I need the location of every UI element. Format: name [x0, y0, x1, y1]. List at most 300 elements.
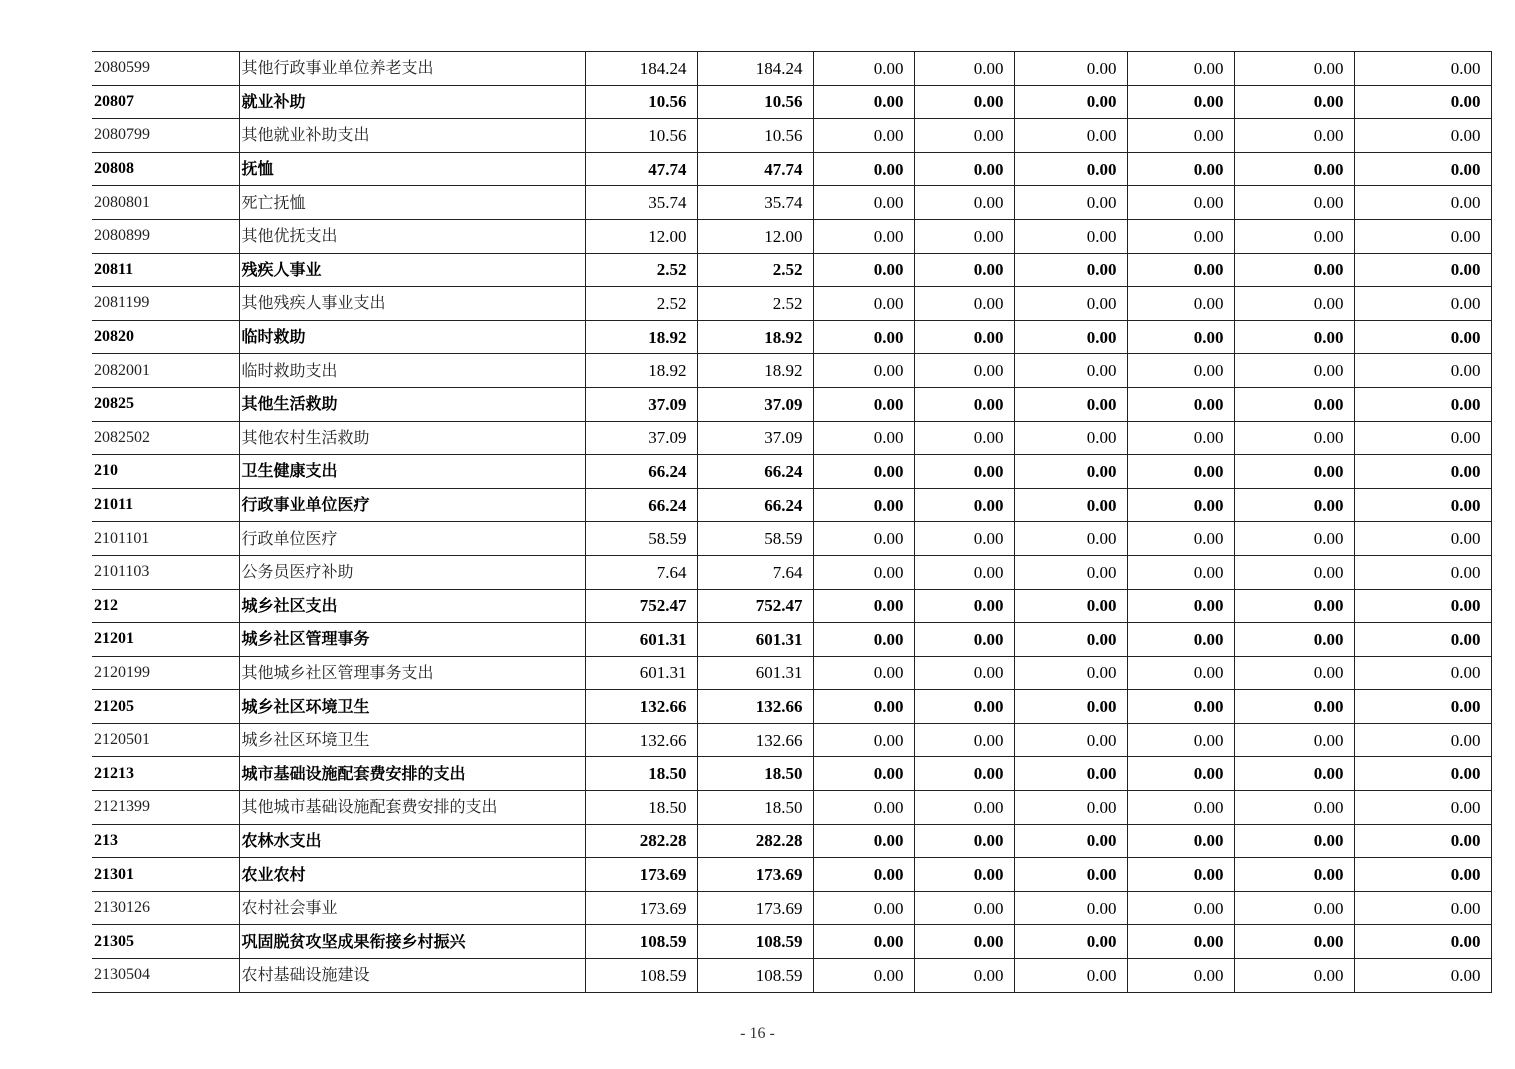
subject-name-cell: 公务员医疗补助: [239, 555, 585, 589]
amount-cell: 0.00: [914, 421, 1014, 455]
amount-cell: 752.47: [585, 589, 697, 623]
amount-cell: 0.00: [1354, 85, 1491, 119]
amount-cell: 0.00: [1354, 186, 1491, 220]
table-row: [92, 488, 1491, 522]
amount-cell: 0.00: [1127, 791, 1234, 825]
subject-code-cell: 2082502: [92, 421, 239, 455]
amount-cell: 66.24: [697, 455, 813, 489]
table-row: [92, 589, 1491, 623]
subject-code-cell: 2080599: [92, 52, 239, 86]
subject-name-cell: 其他就业补助支出: [239, 119, 585, 153]
amount-cell: 0.00: [1127, 421, 1234, 455]
amount-cell: 0.00: [1014, 757, 1127, 791]
subject-name-cell: 其他行政事业单位养老支出: [239, 52, 585, 86]
amount-cell: 0.00: [1354, 421, 1491, 455]
amount-cell: 184.24: [585, 52, 697, 86]
amount-cell: 0.00: [1354, 589, 1491, 623]
amount-cell: 108.59: [697, 925, 813, 959]
amount-cell: 0.00: [1127, 757, 1234, 791]
amount-cell: 0.00: [1127, 555, 1234, 589]
amount-cell: 0.00: [1354, 623, 1491, 657]
amount-cell: 0.00: [1234, 589, 1354, 623]
table-row: [92, 757, 1491, 791]
amount-cell: 0.00: [1014, 152, 1127, 186]
amount-cell: 0.00: [1234, 858, 1354, 892]
amount-cell: 35.74: [697, 186, 813, 220]
amount-cell: 18.50: [585, 757, 697, 791]
amount-cell: 0.00: [1127, 52, 1234, 86]
table-row: [92, 52, 1491, 86]
subject-code-cell: 20825: [92, 387, 239, 421]
page-number: - 16 -: [740, 1025, 775, 1042]
amount-cell: 0.00: [1014, 119, 1127, 153]
amount-cell: 0.00: [1234, 186, 1354, 220]
amount-cell: 0.00: [1014, 488, 1127, 522]
amount-cell: 0.00: [1354, 757, 1491, 791]
amount-cell: 0.00: [914, 589, 1014, 623]
amount-cell: 0.00: [1234, 891, 1354, 925]
amount-cell: 173.69: [697, 891, 813, 925]
amount-cell: 0.00: [813, 791, 914, 825]
amount-cell: 47.74: [585, 152, 697, 186]
subject-code-cell: 20807: [92, 85, 239, 119]
amount-cell: 2.52: [585, 253, 697, 287]
amount-cell: 0.00: [813, 757, 914, 791]
amount-cell: 37.09: [697, 421, 813, 455]
subject-name-cell: 其他优抚支出: [239, 219, 585, 253]
amount-cell: 0.00: [1354, 287, 1491, 321]
subject-code-cell: 21205: [92, 690, 239, 724]
amount-cell: 173.69: [697, 858, 813, 892]
amount-cell: 0.00: [1234, 387, 1354, 421]
amount-cell: 0.00: [1354, 555, 1491, 589]
amount-cell: 0.00: [1127, 287, 1234, 321]
amount-cell: 0.00: [914, 119, 1014, 153]
amount-cell: 0.00: [1354, 387, 1491, 421]
table-row: [92, 354, 1491, 388]
amount-cell: 0.00: [813, 287, 914, 321]
amount-cell: 0.00: [1354, 824, 1491, 858]
budget-expenditure-table: [92, 51, 1492, 993]
amount-cell: 0.00: [813, 186, 914, 220]
amount-cell: 37.09: [697, 387, 813, 421]
amount-cell: 58.59: [697, 522, 813, 556]
amount-cell: 0.00: [914, 690, 1014, 724]
amount-cell: 0.00: [813, 723, 914, 757]
amount-cell: 0.00: [1234, 152, 1354, 186]
amount-cell: 0.00: [1014, 354, 1127, 388]
subject-name-cell: 就业补助: [239, 85, 585, 119]
amount-cell: 10.56: [585, 119, 697, 153]
table-row: [92, 186, 1491, 220]
amount-cell: 0.00: [1234, 959, 1354, 993]
amount-cell: 0.00: [1354, 455, 1491, 489]
amount-cell: 0.00: [1354, 488, 1491, 522]
amount-cell: 0.00: [1354, 52, 1491, 86]
amount-cell: 0.00: [914, 858, 1014, 892]
amount-cell: 18.50: [697, 757, 813, 791]
amount-cell: 0.00: [1014, 925, 1127, 959]
table-row: [92, 858, 1491, 892]
subject-code-cell: 20820: [92, 320, 239, 354]
subject-code-cell: 213: [92, 824, 239, 858]
table-row: [92, 152, 1491, 186]
amount-cell: 0.00: [813, 320, 914, 354]
amount-cell: 0.00: [1354, 891, 1491, 925]
subject-code-cell: 21011: [92, 488, 239, 522]
amount-cell: 0.00: [1014, 253, 1127, 287]
amount-cell: 12.00: [697, 219, 813, 253]
amount-cell: 0.00: [1354, 656, 1491, 690]
amount-cell: 0.00: [1234, 656, 1354, 690]
amount-cell: 0.00: [1234, 488, 1354, 522]
amount-cell: 0.00: [1127, 85, 1234, 119]
amount-cell: 66.24: [697, 488, 813, 522]
subject-code-cell: 21301: [92, 858, 239, 892]
amount-cell: 282.28: [697, 824, 813, 858]
amount-cell: 7.64: [697, 555, 813, 589]
amount-cell: 0.00: [813, 925, 914, 959]
table-row: [92, 690, 1491, 724]
amount-cell: 0.00: [813, 656, 914, 690]
amount-cell: 0.00: [914, 522, 1014, 556]
amount-cell: 66.24: [585, 488, 697, 522]
subject-name-cell: 行政事业单位医疗: [239, 488, 585, 522]
amount-cell: 0.00: [813, 589, 914, 623]
amount-cell: 0.00: [1127, 455, 1234, 489]
subject-code-cell: 212: [92, 589, 239, 623]
amount-cell: 0.00: [1234, 925, 1354, 959]
amount-cell: 0.00: [1354, 723, 1491, 757]
amount-cell: 0.00: [914, 623, 1014, 657]
amount-cell: 0.00: [1234, 287, 1354, 321]
amount-cell: 0.00: [1127, 522, 1234, 556]
amount-cell: 0.00: [1014, 589, 1127, 623]
amount-cell: 0.00: [1234, 253, 1354, 287]
subject-name-cell: 临时救助: [239, 320, 585, 354]
amount-cell: 66.24: [585, 455, 697, 489]
amount-cell: 2.52: [585, 287, 697, 321]
amount-cell: 0.00: [1014, 959, 1127, 993]
amount-cell: 0.00: [1014, 219, 1127, 253]
amount-cell: 7.64: [585, 555, 697, 589]
amount-cell: 0.00: [914, 656, 1014, 690]
amount-cell: 282.28: [585, 824, 697, 858]
amount-cell: 0.00: [1354, 925, 1491, 959]
amount-cell: 132.66: [585, 723, 697, 757]
amount-cell: 0.00: [1014, 52, 1127, 86]
amount-cell: 18.92: [697, 320, 813, 354]
amount-cell: 0.00: [1014, 858, 1127, 892]
subject-name-cell: 其他残疾人事业支出: [239, 287, 585, 321]
subject-code-cell: 2130504: [92, 959, 239, 993]
amount-cell: 0.00: [914, 925, 1014, 959]
subject-name-cell: 城乡社区管理事务: [239, 623, 585, 657]
subject-code-cell: 21201: [92, 623, 239, 657]
amount-cell: 0.00: [1014, 824, 1127, 858]
amount-cell: 0.00: [1127, 253, 1234, 287]
amount-cell: 0.00: [914, 186, 1014, 220]
amount-cell: 0.00: [813, 488, 914, 522]
amount-cell: 18.92: [585, 320, 697, 354]
amount-cell: 35.74: [585, 186, 697, 220]
table-row: [92, 723, 1491, 757]
table-row: [92, 219, 1491, 253]
subject-name-cell: 巩固脱贫攻坚成果衔接乡村振兴: [239, 925, 585, 959]
amount-cell: 0.00: [1354, 152, 1491, 186]
subject-name-cell: 行政单位医疗: [239, 522, 585, 556]
amount-cell: 0.00: [1127, 925, 1234, 959]
amount-cell: 0.00: [914, 488, 1014, 522]
table-row: [92, 959, 1491, 993]
subject-code-cell: 2080799: [92, 119, 239, 153]
subject-code-cell: 2101103: [92, 555, 239, 589]
subject-name-cell: 城乡社区环境卫生: [239, 723, 585, 757]
amount-cell: 0.00: [914, 555, 1014, 589]
table-row: [92, 387, 1491, 421]
amount-cell: 601.31: [697, 656, 813, 690]
amount-cell: 0.00: [1014, 555, 1127, 589]
amount-cell: 0.00: [1014, 85, 1127, 119]
amount-cell: 2.52: [697, 253, 813, 287]
amount-cell: 0.00: [1127, 354, 1234, 388]
amount-cell: 0.00: [1234, 52, 1354, 86]
subject-name-cell: 农村社会事业: [239, 891, 585, 925]
amount-cell: 18.50: [697, 791, 813, 825]
subject-name-cell: 城乡社区支出: [239, 589, 585, 623]
amount-cell: 173.69: [585, 891, 697, 925]
subject-code-cell: 2080801: [92, 186, 239, 220]
subject-name-cell: 残疾人事业: [239, 253, 585, 287]
amount-cell: 0.00: [813, 522, 914, 556]
subject-code-cell: 2130126: [92, 891, 239, 925]
amount-cell: 0.00: [914, 152, 1014, 186]
amount-cell: 0.00: [914, 253, 1014, 287]
amount-cell: 601.31: [585, 623, 697, 657]
amount-cell: 0.00: [1354, 858, 1491, 892]
amount-cell: 0.00: [1234, 555, 1354, 589]
amount-cell: 0.00: [1014, 723, 1127, 757]
amount-cell: 0.00: [813, 52, 914, 86]
amount-cell: 0.00: [1127, 858, 1234, 892]
subject-name-cell: 城乡社区环境卫生: [239, 690, 585, 724]
amount-cell: 0.00: [1127, 119, 1234, 153]
amount-cell: 0.00: [813, 119, 914, 153]
amount-cell: 0.00: [1234, 320, 1354, 354]
amount-cell: 0.00: [1354, 959, 1491, 993]
amount-cell: 0.00: [813, 85, 914, 119]
amount-cell: 0.00: [1234, 354, 1354, 388]
amount-cell: 0.00: [1234, 723, 1354, 757]
subject-name-cell: 其他城市基础设施配套费安排的支出: [239, 791, 585, 825]
amount-cell: 0.00: [1234, 757, 1354, 791]
amount-cell: 0.00: [813, 253, 914, 287]
amount-cell: 0.00: [914, 723, 1014, 757]
amount-cell: 0.00: [914, 287, 1014, 321]
subject-code-cell: 20808: [92, 152, 239, 186]
amount-cell: 132.66: [585, 690, 697, 724]
amount-cell: 0.00: [1127, 959, 1234, 993]
amount-cell: 0.00: [813, 623, 914, 657]
amount-cell: 2.52: [697, 287, 813, 321]
amount-cell: 0.00: [914, 354, 1014, 388]
amount-cell: 58.59: [585, 522, 697, 556]
amount-cell: 108.59: [585, 959, 697, 993]
amount-cell: 47.74: [697, 152, 813, 186]
amount-cell: 0.00: [813, 555, 914, 589]
amount-cell: 132.66: [697, 723, 813, 757]
amount-cell: 0.00: [914, 85, 1014, 119]
amount-cell: 0.00: [1127, 320, 1234, 354]
subject-name-cell: 抚恤: [239, 152, 585, 186]
amount-cell: 0.00: [813, 858, 914, 892]
amount-cell: 0.00: [914, 455, 1014, 489]
amount-cell: 0.00: [813, 891, 914, 925]
subject-code-cell: 2120199: [92, 656, 239, 690]
amount-cell: 37.09: [585, 421, 697, 455]
subject-name-cell: 农村基础设施建设: [239, 959, 585, 993]
amount-cell: 0.00: [813, 219, 914, 253]
subject-code-cell: 2080899: [92, 219, 239, 253]
subject-name-cell: 城市基础设施配套费安排的支出: [239, 757, 585, 791]
amount-cell: 12.00: [585, 219, 697, 253]
table-row: [92, 421, 1491, 455]
amount-cell: 0.00: [1234, 791, 1354, 825]
table-row: [92, 253, 1491, 287]
amount-cell: 0.00: [1234, 85, 1354, 119]
amount-cell: 0.00: [1014, 522, 1127, 556]
amount-cell: 0.00: [1014, 791, 1127, 825]
amount-cell: 0.00: [1354, 791, 1491, 825]
subject-code-cell: 2121399: [92, 791, 239, 825]
amount-cell: 0.00: [813, 354, 914, 388]
subject-name-cell: 农林水支出: [239, 824, 585, 858]
amount-cell: 0.00: [1127, 891, 1234, 925]
amount-cell: 0.00: [1127, 186, 1234, 220]
amount-cell: 0.00: [1127, 623, 1234, 657]
amount-cell: 0.00: [1354, 690, 1491, 724]
amount-cell: 0.00: [914, 891, 1014, 925]
amount-cell: 0.00: [1127, 723, 1234, 757]
amount-cell: 18.50: [585, 791, 697, 825]
amount-cell: 10.56: [697, 119, 813, 153]
amount-cell: 0.00: [1127, 387, 1234, 421]
subject-code-cell: 21213: [92, 757, 239, 791]
subject-name-cell: 临时救助支出: [239, 354, 585, 388]
amount-cell: 0.00: [914, 387, 1014, 421]
subject-name-cell: 其他农村生活救助: [239, 421, 585, 455]
amount-cell: 0.00: [1234, 623, 1354, 657]
table-row: [92, 119, 1491, 153]
amount-cell: 184.24: [697, 52, 813, 86]
table-row: [92, 925, 1491, 959]
amount-cell: 18.92: [697, 354, 813, 388]
amount-cell: 0.00: [1014, 690, 1127, 724]
amount-cell: 0.00: [1127, 589, 1234, 623]
amount-cell: 0.00: [1234, 824, 1354, 858]
subject-name-cell: 其他城乡社区管理事务支出: [239, 656, 585, 690]
subject-code-cell: 2120501: [92, 723, 239, 757]
amount-cell: 18.92: [585, 354, 697, 388]
amount-cell: 0.00: [1127, 488, 1234, 522]
amount-cell: 37.09: [585, 387, 697, 421]
amount-cell: 0.00: [1014, 455, 1127, 489]
amount-cell: 10.56: [697, 85, 813, 119]
amount-cell: 0.00: [914, 757, 1014, 791]
amount-cell: 0.00: [1234, 690, 1354, 724]
table-row: [92, 522, 1491, 556]
amount-cell: 0.00: [914, 791, 1014, 825]
table-row: [92, 656, 1491, 690]
amount-cell: 0.00: [813, 387, 914, 421]
amount-cell: 0.00: [1014, 320, 1127, 354]
table-row: [92, 824, 1491, 858]
amount-cell: 108.59: [697, 959, 813, 993]
amount-cell: 108.59: [585, 925, 697, 959]
amount-cell: 0.00: [1234, 421, 1354, 455]
subject-code-cell: 2101101: [92, 522, 239, 556]
amount-cell: 0.00: [914, 219, 1014, 253]
amount-cell: 0.00: [1354, 119, 1491, 153]
amount-cell: 0.00: [1234, 455, 1354, 489]
amount-cell: 0.00: [1354, 522, 1491, 556]
amount-cell: 0.00: [1234, 119, 1354, 153]
table-body: [92, 52, 1491, 993]
table-row: [92, 891, 1491, 925]
amount-cell: 0.00: [1234, 219, 1354, 253]
amount-cell: 0.00: [1014, 287, 1127, 321]
subject-code-cell: 2081199: [92, 287, 239, 321]
subject-name-cell: 农业农村: [239, 858, 585, 892]
amount-cell: 132.66: [697, 690, 813, 724]
subject-code-cell: 21305: [92, 925, 239, 959]
amount-cell: 173.69: [585, 858, 697, 892]
amount-cell: 601.31: [585, 656, 697, 690]
subject-name-cell: 死亡抚恤: [239, 186, 585, 220]
amount-cell: 0.00: [1354, 354, 1491, 388]
amount-cell: 0.00: [813, 690, 914, 724]
amount-cell: 0.00: [1127, 152, 1234, 186]
table-row: [92, 791, 1491, 825]
table-row: [92, 85, 1491, 119]
amount-cell: 0.00: [1014, 891, 1127, 925]
amount-cell: 0.00: [1014, 421, 1127, 455]
amount-cell: 0.00: [813, 152, 914, 186]
amount-cell: 0.00: [1354, 253, 1491, 287]
subject-code-cell: 210: [92, 455, 239, 489]
table-row: [92, 320, 1491, 354]
amount-cell: 0.00: [813, 824, 914, 858]
amount-cell: 0.00: [1127, 824, 1234, 858]
table-row: [92, 555, 1491, 589]
subject-code-cell: 20811: [92, 253, 239, 287]
amount-cell: 0.00: [1014, 623, 1127, 657]
subject-name-cell: 卫生健康支出: [239, 455, 585, 489]
amount-cell: 0.00: [1014, 186, 1127, 220]
table-row: [92, 623, 1491, 657]
amount-cell: 0.00: [1127, 219, 1234, 253]
amount-cell: 0.00: [1127, 690, 1234, 724]
subject-name-cell: 其他生活救助: [239, 387, 585, 421]
amount-cell: 10.56: [585, 85, 697, 119]
amount-cell: 0.00: [1014, 387, 1127, 421]
amount-cell: 0.00: [914, 959, 1014, 993]
table-row: [92, 455, 1491, 489]
subject-code-cell: 2082001: [92, 354, 239, 388]
table-row: [92, 287, 1491, 321]
amount-cell: 752.47: [697, 589, 813, 623]
amount-cell: 0.00: [1234, 522, 1354, 556]
